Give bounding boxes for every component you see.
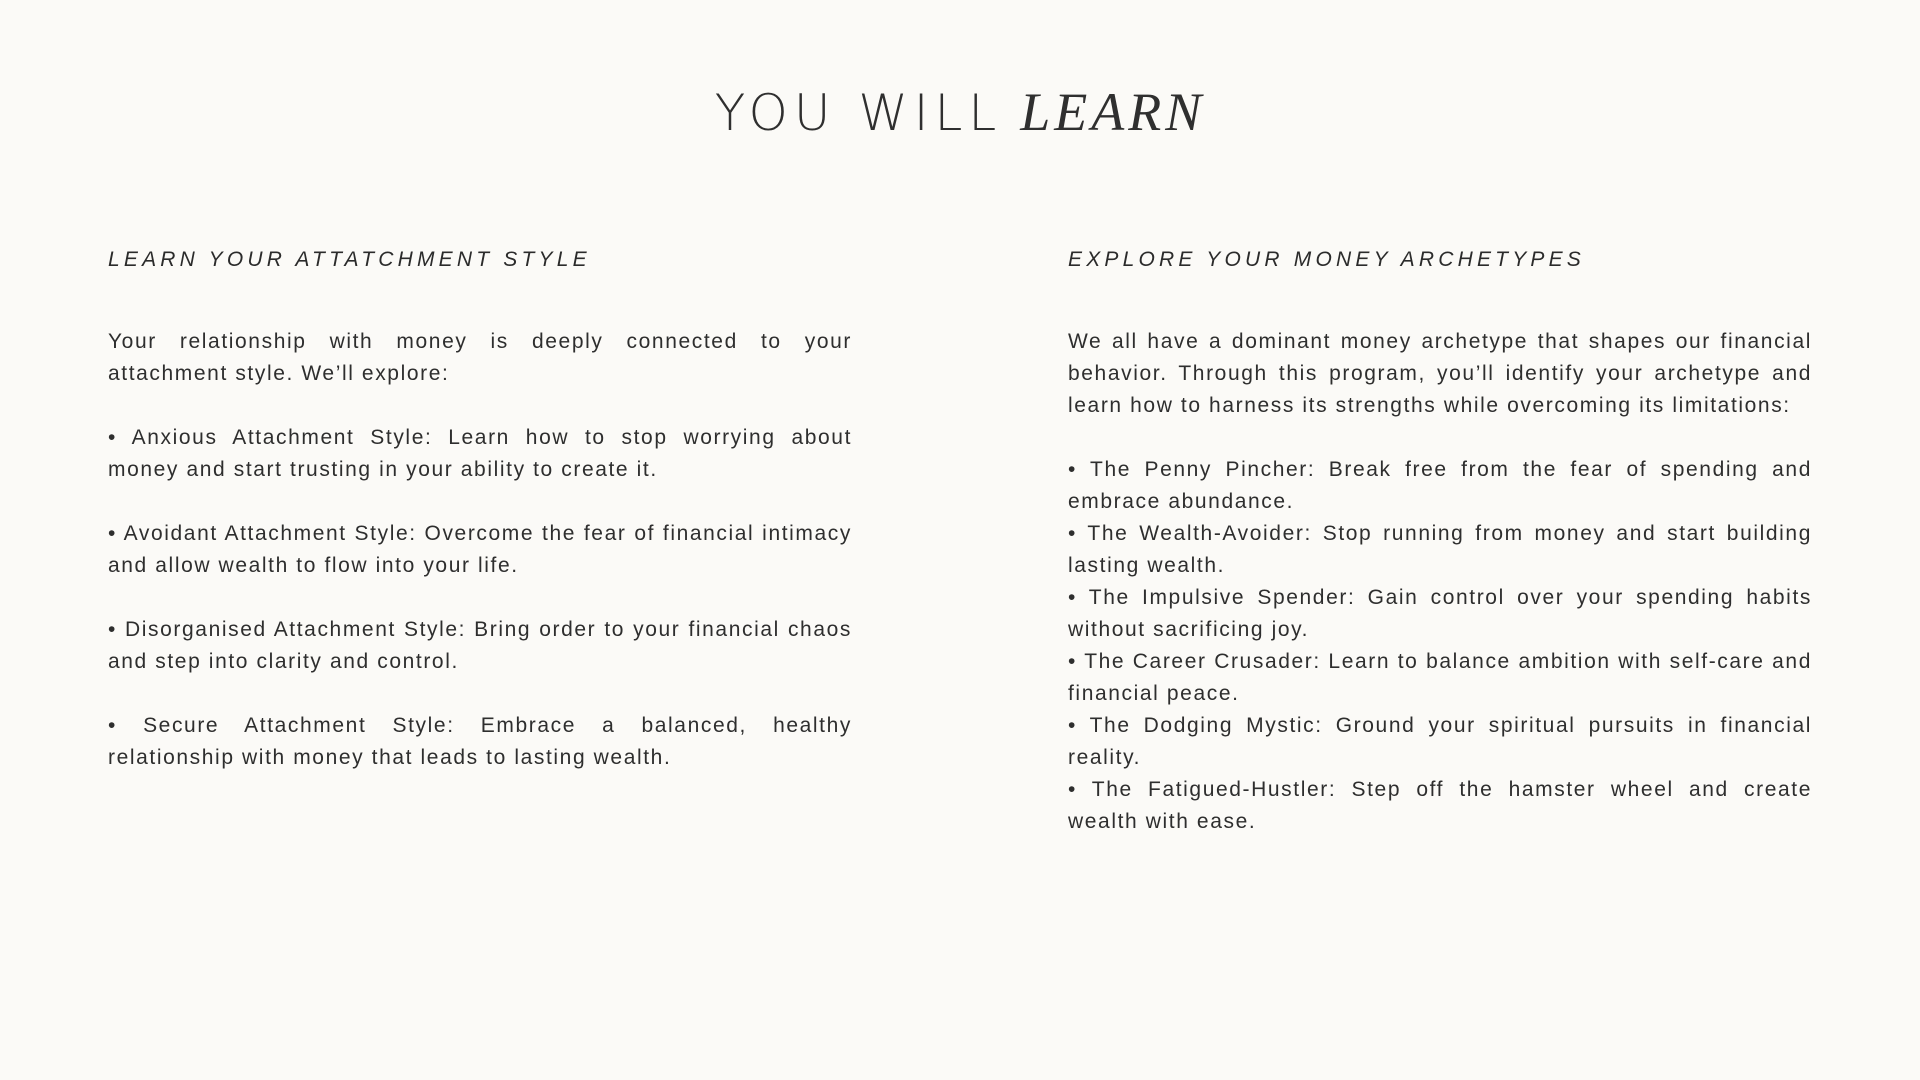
list-item: • The Dodging Mystic: Ground your spiritual pursuits in financial reality.: [1068, 714, 1812, 769]
list-item: • Anxious Attachment Style: Learn how to stop worrying about money and start trusting in your ability to create it.: [108, 426, 852, 481]
money-archetypes-list: [1068, 454, 1812, 838]
attachment-style-section: [108, 246, 852, 774]
list-item: • Disorganised Attachment Style: Bring order to your financial chaos and step into clarity and control.: [108, 618, 852, 673]
page-title-italic: LEARN: [1020, 82, 1206, 142]
attachment-style-list: [108, 422, 852, 774]
money-archetypes-section: [1068, 246, 1812, 838]
list-item: • Secure Attachment Style: Embrace a balanced, healthy relationship with money that leads to lasting wealth.: [108, 714, 852, 769]
money-archetypes-intro: We all have a dominant money archetype that shapes our financial behavior. Through this program, you’ll identify your archetype and learn how to harness its strengths while overcoming its limitations:: [1068, 330, 1812, 417]
page-title-plain: YOU WILL: [714, 84, 1003, 142]
list-item: • The Career Crusader: Learn to balance ambition with self-care and financial peace.: [1068, 650, 1812, 705]
page-title: [0, 82, 1920, 143]
attachment-style-intro: Your relationship with money is deeply connected to your attachment style. We’ll explore:: [108, 330, 852, 385]
money-archetypes-heading: EXPLORE YOUR MONEY ARCHETYPES: [1068, 248, 1586, 271]
list-item: • The Wealth-Avoider: Stop running from money and start building lasting wealth.: [1068, 522, 1812, 577]
list-item: • The Impulsive Spender: Gain control over your spending habits without sacrificing joy.: [1068, 586, 1812, 641]
list-item: • Avoidant Attachment Style: Overcome the fear of financial intimacy and allow wealth to flow into your life.: [108, 522, 852, 577]
list-item: • The Penny Pincher: Break free from the fear of spending and embrace abundance.: [1068, 458, 1812, 513]
attachment-style-heading: LEARN YOUR ATTATCHMENT STYLE: [108, 248, 591, 271]
list-item: • The Fatigued-Hustler: Step off the hamster wheel and create wealth with ease.: [1068, 778, 1812, 833]
